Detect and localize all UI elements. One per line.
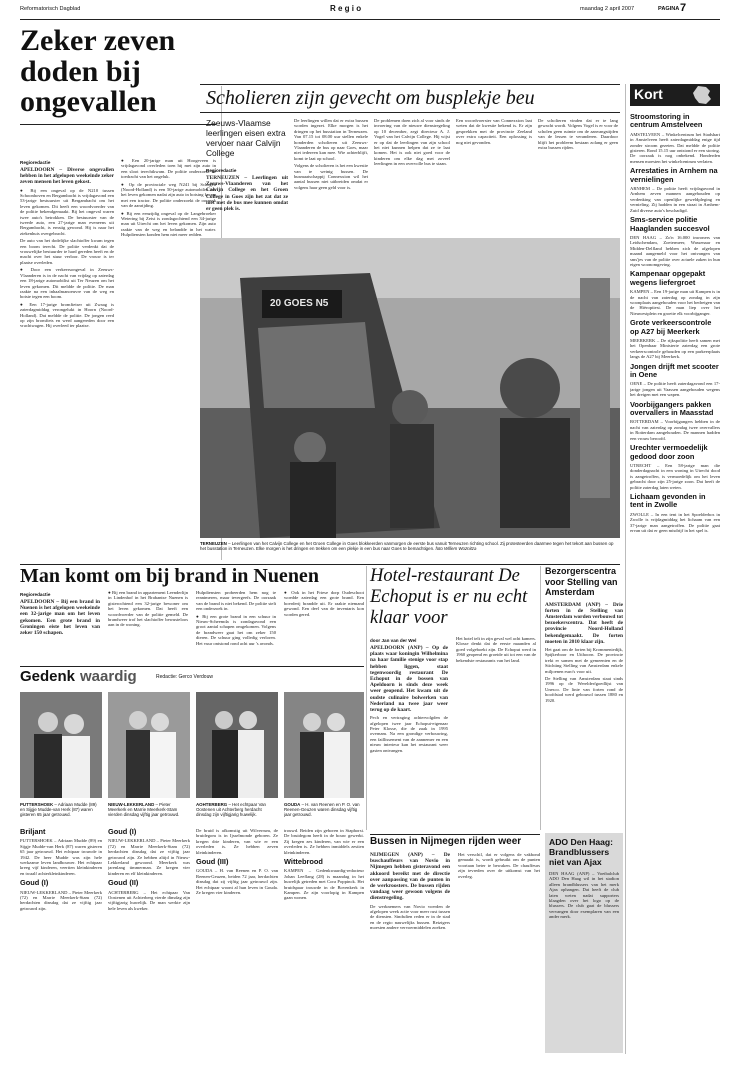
bezorgers-paragraph: Het gaat om de forten bij Krommeniedijk, Spijkerboor en Uithoorn. De provincie trekt er samen met de gemeenten en de Stichting Stelling van Amsterdam enkele miljoenen euro's voor uit.: [545, 646, 623, 674]
gedenkwaardig-sub: Wittebrood: [284, 857, 323, 867]
kort-item-title: Stroomstoring in centrum Amstelveen: [630, 112, 703, 130]
page-header: [20, 2, 720, 19]
ongevallen-lede: APELDOORN – Diverse ongevallen hebben in het afgelopen weekeinde zeker zeven mensen het leven gekost.: [20, 167, 114, 186]
brand-col-4: [284, 590, 364, 662]
kort-item-body: AMSTELVEEN – Winkelcentrum het Stadshart in Amstelveen heeft zaterdagmiddag enige tijd zonder stroom gezeten. Dat meldde de politie gisteren. Rond 15.15 uur ontstond er een storing. De oorzaak is nog onbekend. Honderden mensen moesten het winkelcentrum verlaten.: [630, 131, 720, 164]
kort-item: [630, 167, 720, 213]
ongevallen-rule: [20, 124, 216, 125]
echoput-col-2: [456, 636, 536, 830]
gedenkwaardig-body: ACHTERBERG – Het echtpaar Van Oostenen uit Achterberg vierde dinsdag zijn vijftigjarig huwelijk. De man werkte zijn hele leven als kweker.: [108, 889, 190, 911]
ongevallen-paragraph: ● Bij een ongeval op de N210 tussen Schoonhoven en Bergambacht is vrijdagavond een 53-jarige bestuurster uit Bergambacht om het leven gekomen. Dit heeft een woordvoerder van de politie bekendgemaakt. Bij het ongeval waren twee auto's betrokken. De bestuurster van de tweede auto, een 27-jarige man eveneens uit Bergambacht, is ernstig gewond. Hij is naar het ziekenhuis overgebracht.: [20, 187, 114, 236]
gedenkwaardig-section: [20, 668, 364, 1054]
gedenkwaardig-photo-3: [196, 692, 278, 798]
brand-article: [20, 566, 364, 664]
nijmegen-paragraph: De werknemers van Novio voerden de afgelopen week actie voor meer rust tussen de diensten. Sindsdien reden er in de stad en de regio nauwelijks bussen. Reizigers moesten andere vervoermiddelen zoeken.: [370, 903, 450, 931]
kort-item: [630, 363, 720, 398]
brandblussers-body: DEN HAAG (ANP) – Voetbalclub ADO Den Haag wil in het stadion alleen brandblussers van het merk Ajax ophangen. Dat heeft de club laten weten nadat supporters klaagden over het logo op de blussers. De club gaat de blussers vervangen door exemplaren van een ander merk.: [549, 871, 619, 920]
kort-item-body: KAMPEN – Een 19-jarige man uit Kampen is in de nacht van zaterdag op zondag in zijn woonplaats aangehouden voor het bedreigen van de Hiëroptiest. De man liep over het Nieuwestplein en groette elk voorbijganger.: [630, 289, 720, 316]
column-divider: [540, 566, 541, 830]
kort-item: [630, 444, 720, 490]
kort-item-title: Voorbijgangers pakken overvallers in Maasstad: [630, 399, 714, 418]
kort-item: [630, 216, 720, 267]
kort-item-body: DEN HAAG – Zo'n 16.000 inwoners van Leidschendam, Zoetermeer, Wassenaar en Midden-Delfland hebben zich de afgelopen maand aangemeld voor het ontvangen van sms'jes van de politie over actuele zaken in hun eigen woonomgeving.: [630, 234, 720, 267]
bus-caption-lead: TERNEUZEN: [200, 541, 227, 546]
brandblussers-box: [545, 833, 623, 1053]
brand-byline: Regioredactie: [20, 592, 51, 597]
ongevallen-byline: Regioredactie: [20, 160, 51, 165]
gedenkwaardig-caption-2: [108, 802, 190, 824]
kort-item: [630, 113, 720, 164]
kort-list: [630, 110, 720, 1050]
gedenkwaardig-caption-text: – H. van Reenen en P. O. van Reenen-Geuzen waren dinsdag vijftig jaar getrouwd.: [284, 802, 360, 818]
header-rule: [20, 19, 720, 20]
couple-photo-image: [196, 692, 278, 798]
kort-item-title: Urechter vermoedelijk gedood door zoon: [630, 443, 708, 461]
page-label: PAGINA: [658, 6, 680, 12]
gedenkwaardig-sub: Goud (II): [108, 878, 139, 888]
gedenkwaardig-body: GOUDA – H. van Reenen en P. O. van Reenen-Geuzen, beiden 72 jaar, herdachten dinsdag dat zij vijftig jaar getrouwd zijn. Het echtpaar woont al hun leven in Gouda. Ze kregen vier kinderen.: [196, 868, 278, 896]
kort-item: [630, 401, 720, 441]
brand-paragraph: Hulpdiensten probeerden hem nog te reanimeren, maar tevergeefs. De oorzaak van de brand is niet bekend. De politie stelt een onderzoek in.: [196, 590, 276, 612]
bus-photo-caption: [200, 541, 620, 561]
nijmegen-rule: [370, 834, 540, 835]
busplekje-intro: Zeeuws-Vlaamse leerlingen eisen extra vervoer naar Calvijn College: [206, 118, 286, 158]
brandblussers-title: ADO Den Haag: Brandblussers niet van Ajax: [549, 837, 613, 867]
busplekje-paragraph: De problemen doen zich al voor sinds de invoering van de nieuwe dienstregeling op 10 december, zegt directeur A. J. Vogel van het Calvijn College. Hij wijst er op dat de leerlingen van zijn school het niet kunnen helpen dat ze te laat komen. Het is ook niet goed voor de kinderen om elke dag met zoveel leerlingen in een overvolle bus te staan.: [374, 118, 450, 167]
busplekje-paragraph: De leerlingen willen dat er extra bussen worden ingezet. Elke morgen is het dringen op het busstation in Terneuzen. Van 07.15 tot 08.00 uur stellen enkele honderden scholieren uit Zeeuws-Vlaanderen de bus op naar Goes, maar niet iedereen kan mee. Wie achterblijft, komt te laat op school.: [294, 118, 368, 161]
brand-col-3: [196, 590, 276, 662]
column-divider: [366, 566, 367, 830]
gedenkwaardig-caption-lead: AOHTERBERG: [196, 802, 228, 807]
busplekje-top-rule: [200, 84, 620, 85]
gedenkwaardig-sub: Goud (III): [196, 857, 229, 867]
kort-item-title: Arrestaties in Arnhem na vernielingen: [630, 166, 718, 184]
gedenkwaardig-sub: Goud (I): [20, 878, 49, 888]
busplekje-col-4: [456, 118, 532, 232]
brand-paragraph: ● Bij een brand in appartement Leenderlijn in Lindenhof in het Brabantse Nuenen is gisterochtend een 32-jarige bewoner om het leven gekomen. Dat heeft een woordvoerder van de politie gemeld. De brandweer trof het slachtoffer bewusteloos aan in de woning.: [108, 590, 188, 628]
gedenkwaardig-col-2: [108, 828, 190, 1052]
brand-col-2: [108, 590, 188, 662]
busplekje-col-2: [294, 118, 368, 232]
kort-item-title: Lichaam gevonden in tent in Zwolle: [630, 491, 706, 510]
gedenkwaardig-caption-text: – Pieter Meerkerk en Marrie Meerkerk-Stam vierden dinsdag vijftig jaar getrouwd.: [108, 802, 180, 818]
gedenkwaardig-body: PUTTERSHOEK – Adriaan Mudde (89) en Sijgje Mudde-van Herk (87) waren gisteren 65 jaar getrouwd. Het echtpaar trouwde in 1942. De heer Mudde was zijn hele werkzame leven landbouwer. Het echtpaar kreeg vijf kinderen, veertien kleinkinderen en twaalf achterkleinkinderen.: [20, 838, 102, 876]
kort-item-body: ARNHEM – De politie heeft vrijdagavond in Arnhem zeven mannen aangehouden op verdenking van openlijke geweldpleging en vernieling. Zij hadden in een straat in Arnhem-Zuid diverse auto's beschadigd.: [630, 186, 720, 213]
kort-item-title: Kampenaar opgepakt wegens liefergroet: [630, 269, 706, 287]
nijmegen-paragraph: Het verschil, dat er volgens de vakbond gemaakt is, wordt gebruikt om de punten voortaan beter te bewaken. De chauffeurs zijn tevreden over de uitkomst van het overleg.: [458, 852, 540, 879]
gedenkwaardig-sub: Briljant: [20, 828, 46, 836]
nijmegen-title: Bussen in Nijmegen rijden weer: [370, 836, 522, 847]
ongevallen-paragraph: ● Bij een eenzijdig ongeval op de Langebroeker Wetering bij Zeist is zondagochtend een 34-jarige man uit Utrecht om het leven gekomen. Zijn auto raakte van de weg en belandde in het water. Hulpdiensten konden hem niet meer redden.: [121, 210, 216, 238]
echoput-lede: APELDOORN (ANP) – Op de plaats waar koningin Wilhelmina na haar familie stenige voor stap hebben liggen, staat tegenwoordig restaurant De Echoput in de bossen van Apeldoorn is sinds deze week weer geopend. Het kwam uit de oudste culinaire bolwerken van Nederland na twee jaar weer terug op de kaart.: [370, 645, 448, 714]
gedenkwaardig-photo-4: [284, 692, 364, 798]
gedenkwaardig-sub: Goud (I): [108, 828, 137, 836]
bus-photo-image: [200, 238, 620, 538]
kort-item-title: Grote verkeerscontrole op A27 bij Meerkerk: [630, 318, 712, 336]
netherlands-map-icon: [690, 85, 714, 105]
kort-item-body: ROTTERDAM – Voorbijgangers hebben in de nacht van zaterdag op zondag twee overvallers in Rotterdam aangehouden. De mannen hadden een vrouw beroofd.: [630, 419, 720, 441]
busplekje-col-3: [374, 118, 450, 232]
gedenkwaardig-caption-lead: NIEUW-LEKKERLAND: [108, 802, 155, 807]
bezorgers-paragraph: De Stelling van Amsterdam staat sinds 1996 op de Werelderfgoedlijst van Unesco. De linie van forten rond de hoofdstad werd gebouwd tussen 1880 en 1920.: [545, 675, 623, 703]
bus-caption-text: – Leerlingen van het Calvijn College en het Groen College in Goes blokkeerden vanmorgen de eerste bus vanuit Terneuzen richting school. Zij protesteerden daarmee tegen het tekort aan bussen op het busstation in Terneuzen. Elke morgen is het dringen en trekken om een plekje in een bus naar Goes te bemachtigen.: [200, 541, 614, 552]
newspaper-name: Reformatorisch Dagblad: [20, 6, 81, 12]
echoput-paragraph: Pech en vertraging achtervolgden de afgelopen twee jaar Echoput-eigenaar Peter Klosse, die de zaak in 1995 overnam. Na een grondige verbouwing, een faillissement van de aannemer en een nieuw interieur kan het restaurant weer gasten ontvangen.: [370, 715, 448, 753]
nijmegen-lede: NIJMEGEN (ANP) – De buschauffeurs van Novio in Nijmegen hebben gisteravond een akkoord bereikt met de directie over aanpassing van de punten in de werkroosters. De bussen rijden vandaag weer gewoon volgens de dienstregeling.: [370, 852, 450, 902]
bus-photo-credit: foto Willem Woznitza: [435, 546, 477, 552]
kort-header: [630, 84, 720, 106]
nijmegen-article: [370, 836, 540, 1054]
busplekje-rule: [200, 112, 620, 113]
busplekje-title: Scholieren zijn gevecht om busplekje beu: [206, 87, 535, 109]
gedenkwaardig-header: [20, 668, 364, 688]
gedenkwaardig-caption-lead: PUTTERSHOEK: [20, 802, 54, 807]
gedenkwaardig-rule: [20, 666, 364, 667]
busplekje-paragraph: Volgens de scholieren is het een kwestie van te weinig bussen. De busmaatschappij Connexxion wil het aantal bussen niet uitbreiden omdat er volgens haar geen geld voor is.: [294, 163, 368, 190]
echoput-paragraph: Het hotel telt in zijn geval wel acht kamers. Klosse denkt dat de eerste maanden al goed volgeboekt zijn. De Echoput werd in 1960 geopend en groeide uit tot een van de bekendste restaurants van het land.: [456, 636, 536, 663]
couple-photo-image: [108, 692, 190, 798]
gedenkwaardig-col-1: [20, 828, 102, 1052]
kort-item: [630, 270, 720, 316]
busplekje-article: [200, 84, 620, 234]
gedenkwaardig-label-bold: Gedenk: [20, 668, 76, 685]
couple-photo-image: [284, 692, 364, 798]
brand-col-1: [20, 590, 100, 662]
gedenkwaardig-caption-lead: GOUDA: [284, 802, 301, 807]
couple-photo-image: [20, 692, 102, 798]
brand-lede: APELDOORN – Bij een brand in Nuenen is het afgelopen weekeinde een 32-jarige man om het leven gekomen. Een grote brand in Groningen eiste het leven van zeker 150 schapen.: [20, 599, 100, 637]
gedenkwaardig-photo-2: [108, 692, 190, 798]
echoput-article: [370, 566, 536, 832]
kort-item: [630, 319, 720, 359]
kort-item: [630, 493, 720, 533]
page-number: 7: [680, 2, 687, 14]
ongevallen-title: Zeker zeven doden bij ongevallen: [20, 26, 176, 119]
busplekje-byline: Regioredactie: [206, 168, 237, 173]
nijmegen-col-1: [370, 852, 450, 1052]
gedenkwaardig-body: NIEUW-LEKKERLAND – Pieter Meerkerk (72) en Marrie Meerkerk-Stam (72) herdachten dinsdag dat ze vijftig jaar getrouwd zijn. Ze hebben altijd in Nieuw-Lekkerland gewoond. Meerkerk was jarenlang timmerman. Ze kregen vier kinderen en elf kleinkinderen.: [108, 838, 190, 876]
brand-paragraph: ● Ook in het Friese dorp Oudeschoot woedde zaterdag een grote brand. Een boerderij brandde uit. Er raakte niemand gewond. Een deel van de inventaris kon worden gered.: [284, 590, 364, 617]
gedenkwaardig-body: De bruid is afkomstig uit Wilverrum, de bruidegom is in Ijsselmonde geboren. Ze kregen drie kinderen, van wie er een overleden is. Ze hebben zeven kleinkinderen.: [196, 828, 278, 855]
busplekje-col-5: [538, 118, 618, 232]
ongevallen-paragraph: ● Een 17-jarige bromfietser uit Zwaag is zaterdagmiddag verongelukt in Hoorn (Noord-Holland). Dat meldde de politie. De jongen reed op zijn bromfiets en werd aangereden door een vrachtwagen. Hij overleed ter plaatse.: [20, 301, 114, 329]
gedenkwaardig-caption-text: – Het echtpaar Van Oostenen uit Achterberg herdacht dinsdag zijn vijftigjarig huwelijk.: [196, 802, 266, 818]
bus-sign: 20 GOES N5: [270, 298, 329, 309]
ongevallen-paragraph: ● Een 20-jarige man uit Hoogeveen is vrijdagavond overleden toen hij met zijn auto in een sloot terechtkwam. De politie onderzoekt de toedracht van het ongeluk.: [121, 158, 216, 180]
ongevallen-paragraph: ● Door een verkeersongeval in Zeeuws-Vlaanderen is in de nacht van vrijdag op zaterdag een 18-jarige automobilist uit Ter Neuzen om het leven gekomen. Dit meldde de politie. De man raakte na een inhaalmanoeuvre van de weg en botste tegen een boom.: [20, 267, 114, 300]
kort-sidebar: [630, 84, 720, 1054]
bezorgers-title: Bezorgerscentra voor Stelling van Amsterdam: [545, 566, 618, 597]
gedenkwaardig-caption-3: [196, 802, 278, 824]
gedenkwaardig-col-4: [284, 828, 364, 1052]
ongevallen-paragraph: ● Op de provinciale weg N241 bij Schagen (Noord-Holland) is een 50-jarige automobilist om het leven gekomen nadat zijn auto in botsing kwam met een tractor. De politie onderzoekt de oorzaak van de aanrijding.: [121, 181, 216, 209]
brand-paragraph: ● Bij een grote brand in een schuur in Nieuw-Scheemda is zondagavond een groot aantal schapen omgekomen. Volgens de brandweer gaat het om zeker 150 dieren. De schuur ging volledig verloren. Het vuur ontstond rond acht uur 's avonds.: [196, 613, 276, 646]
kort-item-body: UTRECHT – Een 58-jarige man die donderdagnacht in een woning in Utrecht dood is aangetroffen, is vermoedelijk om het leven gebracht door zijn 25-jarige zoon. Dat heeft de politie zaterdag laten weten.: [630, 462, 720, 490]
sidebar-divider: [625, 84, 626, 1054]
gedenkwaardig-body: NIEUW-LEKKERLAND – Pieter Meerkerk (72) en Marrie Meerkerk-Stam (72) herdachten dinsdag dat ze vijftig jaar getrouwd zijn.: [20, 889, 102, 911]
gedenkwaardig-body: trouwd. Beiden zijn geboren in Staphorst. De bruidegom heeft in de bouw gewerkt. Zij kregen zes kinderen, van wie er een overleden is. Ze hebben inmiddels zestien kleinkinderen.: [284, 828, 364, 855]
bezorgers-article: [545, 566, 623, 816]
ongevallen-article: [20, 26, 216, 561]
gedenkwaardig-col-3: [196, 828, 278, 1052]
header-date: maandag 2 april 2007: [580, 6, 635, 12]
kort-item-title: Sms-service politie Haaglanden succesvol: [630, 215, 710, 233]
section-name: R e g i o: [330, 4, 362, 13]
gedenkwaardig-caption-1: [20, 802, 102, 824]
kort-item-body: ZWOLLE – In een tent in het Spoelderbos in Zwolle is vrijdagmiddag het lichaam van een 37-jarige man aangetroffen. De politie gaat ervan uit dat er geen misdrijf in het spel is.: [630, 511, 720, 533]
busplekje-paragraph: De scholieren vinden dat er te lang gewacht wordt. Volgens Vogel is er voor de scholen geen ruimte om de aanvangstijden van de lessen te veranderen. Daardoor blijft het probleem bestaan zolang er geen extra bussen rijden.: [538, 118, 618, 151]
gedenkwaardig-caption-4: [284, 802, 364, 824]
ongevallen-col-1: [20, 158, 114, 558]
kort-item-body: MEERKERK – De rijkspolitie heeft samen met het Openbaar Ministerie zaterdag een grote verkeerscontrole gehouden op een parkeerplaats langs de A27 bij Meerkerk.: [630, 338, 720, 360]
echoput-title: Hotel-restaurant De Echoput is er nu echt klaar voor: [370, 566, 528, 628]
echoput-byline: door Jan van der Wel: [370, 638, 417, 643]
gedenkwaardig-label-light: waardig: [80, 668, 137, 685]
busplekje-paragraph: Een woordvoerster van Connexxion laat weten dat de kwestie bekend is. Er zijn gesprekken met de provincie Zeeland over extra capaciteit. Een oplossing is nog niet gevonden.: [456, 118, 532, 145]
gedenkwaardig-caption-text: – Adriaan Mudde (89) en Sijgje Mudde-van Herk (87) waren gisteren 65 jaar getrouwd.: [20, 802, 97, 818]
kort-item-body: OENE – De politie heeft zaterdagavond een 17-jarige jongen uit Vaassen aangehouden wegens het dreigen met een wapen.: [630, 381, 720, 398]
busplekje-col-1: [206, 166, 288, 232]
kort-item-title: Jongen drijft met scooter in Oene: [630, 361, 719, 380]
brand-title: Man komt om bij brand in Nuenen: [20, 565, 319, 587]
busplekje-lede: TERNEUZEN – Leerlingen uit Zeeuws-Vlaanderen van het Calvijn College en het Groen College in Goes zijn het zat dat ze niet met de bus mee kunnen omdat er geen plek is.: [206, 175, 288, 213]
nijmegen-col-2: [458, 852, 540, 1052]
gedenkwaardig-photo-1: [20, 692, 102, 798]
bezorgers-lede: AMSTERDAM (ANP) – Drie forten in de Stelling van Amsterdam worden verbouwd tot bezoekerscentra. Dat heeft de provincie Noord-Holland bekendgemaakt. De forten moeten in 2010 klaar zijn.: [545, 601, 623, 645]
kort-label: Kort: [634, 86, 663, 102]
echoput-col-1: [370, 636, 448, 830]
gedenkwaardig-editor: Redactie: Gerco Verdouw: [156, 674, 213, 680]
ongevallen-paragraph: De auto van het dodelijke slachtoffer kwam tegen een boom terecht. De politie verdenkt dat de vrouwelijke bestuurder te hard gereden heeft en de macht over het stuur verloor. De vrouw is ter plaatse overleden.: [20, 238, 114, 265]
bus-photo: [200, 238, 620, 538]
gedenkwaardig-body: KAMPEN – Gedenkwaardig-redacteur Johan Leeflang (28) is maandag in het huwelijk getreden met Cora Poppinck. Het bruidspaar trouwde in de Bovenkerk in Kampen. Ze zijn voorlopig in Kampen gaan wonen.: [284, 868, 364, 901]
